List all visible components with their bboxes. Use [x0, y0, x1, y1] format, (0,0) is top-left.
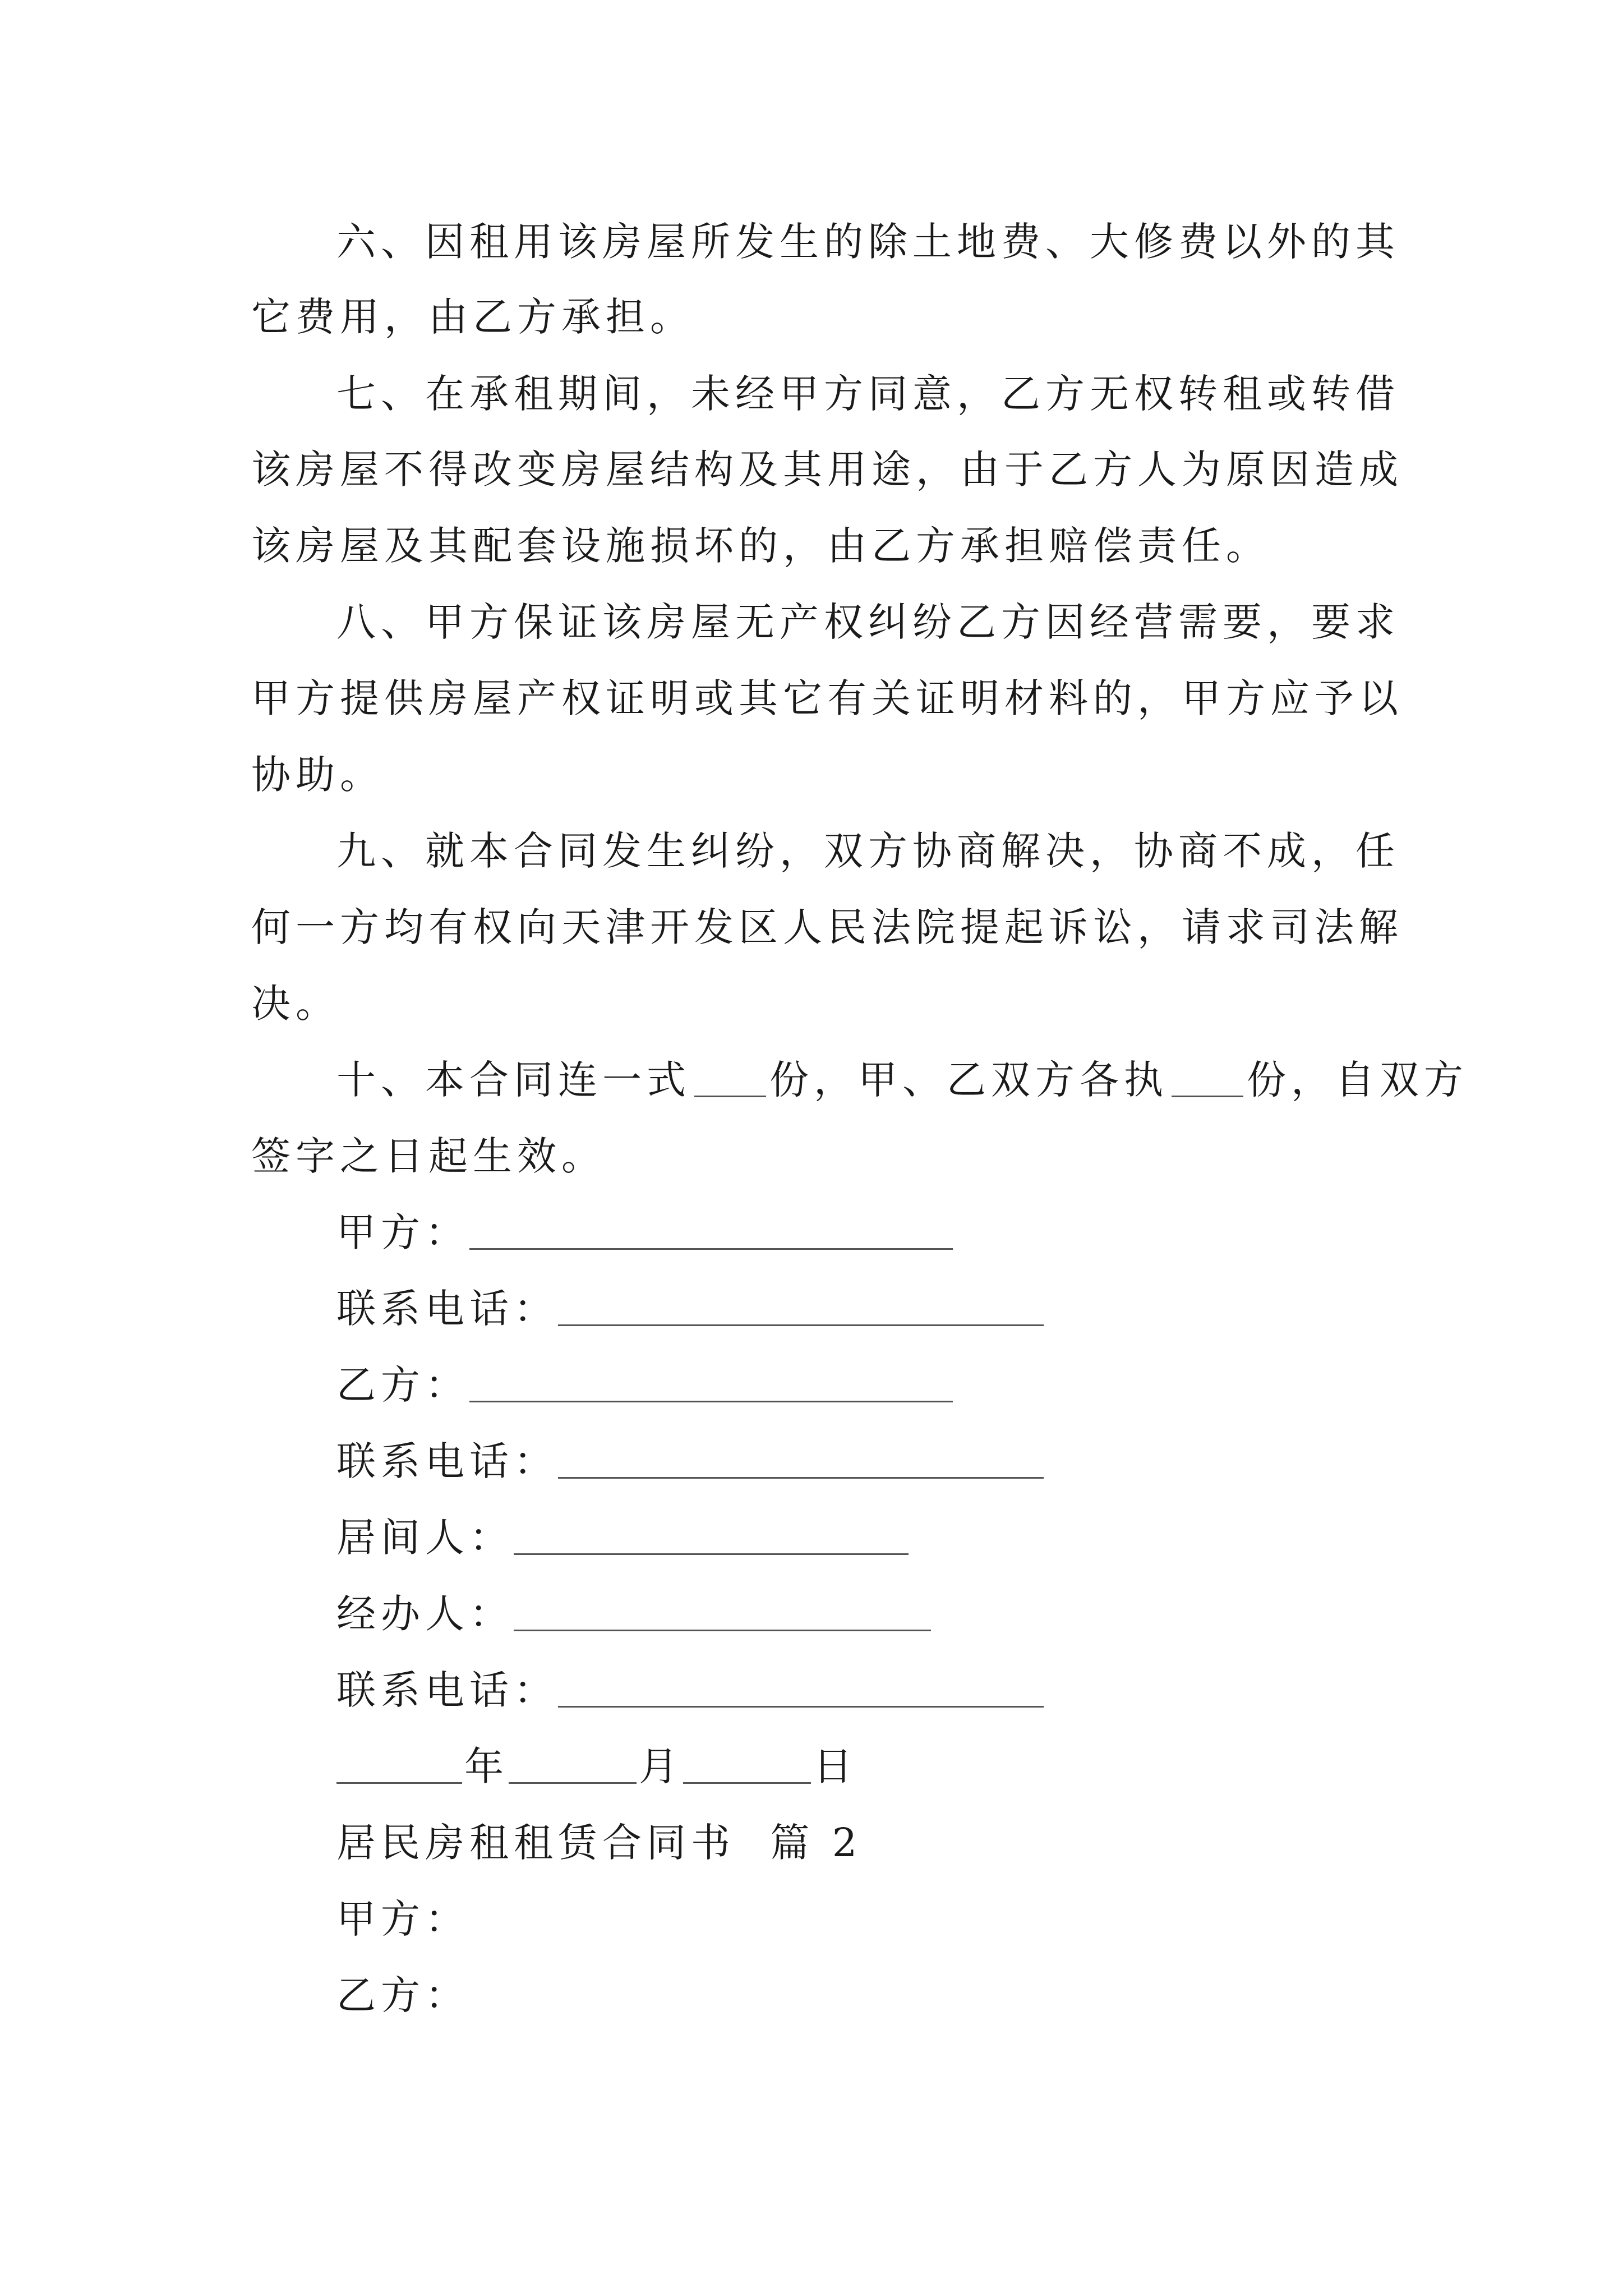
- phone-2-label: 联系电话：: [336, 1438, 558, 1484]
- day-field[interactable]: [683, 1749, 811, 1784]
- party-a-row: [336, 1207, 953, 1258]
- section-2-party-a: 甲方：: [336, 1896, 469, 1942]
- phone-2-field[interactable]: [558, 1443, 1044, 1479]
- clause-seven-line-3: 该房屋及其配套设施损坏的，由乙方承担赔偿责任。: [251, 523, 1270, 569]
- handler-label: 经办人：: [336, 1591, 514, 1637]
- party-b-label: 乙方：: [336, 1362, 469, 1408]
- handler-field[interactable]: [514, 1596, 931, 1631]
- phone-3-row: [336, 1665, 1044, 1715]
- month-field[interactable]: [509, 1749, 637, 1784]
- section-2-party-b: 乙方：: [336, 1972, 469, 2018]
- year-label: 年: [464, 1743, 509, 1789]
- phone-1-label: 联系电话：: [336, 1286, 558, 1332]
- clause-seven-line-2: 该房屋不得改变房屋结构及其用途，由于乙方人为原因造成: [251, 447, 1403, 493]
- phone-2-row: [336, 1436, 1044, 1487]
- phone-3-field[interactable]: [558, 1672, 1044, 1708]
- party-b-field[interactable]: [469, 1367, 953, 1402]
- clause-ten-part-2: 份，甲、乙双方各执: [769, 1057, 1168, 1103]
- clause-eight-line-3: 协助。: [251, 752, 384, 798]
- clause-nine-line-1: 九、就本合同发生纠纷，双方协商解决，协商不成，任: [336, 828, 1400, 874]
- clause-six-line-1: 六、因租用该房屋所发生的除土地费、大修费以外的其: [336, 219, 1400, 265]
- party-b-row: [336, 1360, 953, 1410]
- phone-1-row: [336, 1283, 1044, 1334]
- clause-seven-line-1: 七、在承租期间，未经甲方同意，乙方无权转租或转借: [336, 371, 1400, 417]
- handler-row: [336, 1589, 931, 1639]
- day-label: 日: [813, 1743, 857, 1789]
- party-a-label: 甲方：: [336, 1209, 469, 1255]
- clause-nine-line-2: 何一方均有权向天津开发区人民法院提起诉讼，请求司法解: [251, 904, 1403, 950]
- clause-nine-line-3: 决。: [251, 981, 340, 1027]
- year-field[interactable]: [336, 1749, 462, 1784]
- clause-ten-part-3: 份，自双方: [1247, 1057, 1468, 1103]
- clause-six-line-2: 它费用，由乙方承担。: [251, 294, 694, 340]
- clause-ten-line-2: 签字之日起生效。: [251, 1133, 606, 1179]
- clause-eight-line-1: 八、甲方保证该房屋无产权纠纷乙方因经营需要，要求: [336, 599, 1400, 645]
- clause-eight-line-2: 甲方提供房屋产权证明或其它有关证明材料的，甲方应予以: [251, 675, 1403, 721]
- broker-field[interactable]: [514, 1520, 909, 1555]
- clause-ten-line-1: [336, 1055, 1468, 1105]
- broker-row: [336, 1512, 909, 1563]
- copies-total-blank[interactable]: [694, 1062, 766, 1097]
- copies-each-blank[interactable]: [1172, 1062, 1243, 1097]
- broker-label: 居间人：: [336, 1515, 514, 1561]
- date-row: [336, 1741, 857, 1792]
- section-2-title: 居民房租租赁合同书 篇 2: [336, 1820, 863, 1866]
- phone-3-label: 联系电话：: [336, 1667, 558, 1713]
- clause-ten-part-1: 十、本合同连一式: [336, 1057, 691, 1103]
- party-a-field[interactable]: [469, 1214, 953, 1250]
- month-label: 月: [639, 1743, 683, 1789]
- phone-1-field[interactable]: [558, 1291, 1044, 1326]
